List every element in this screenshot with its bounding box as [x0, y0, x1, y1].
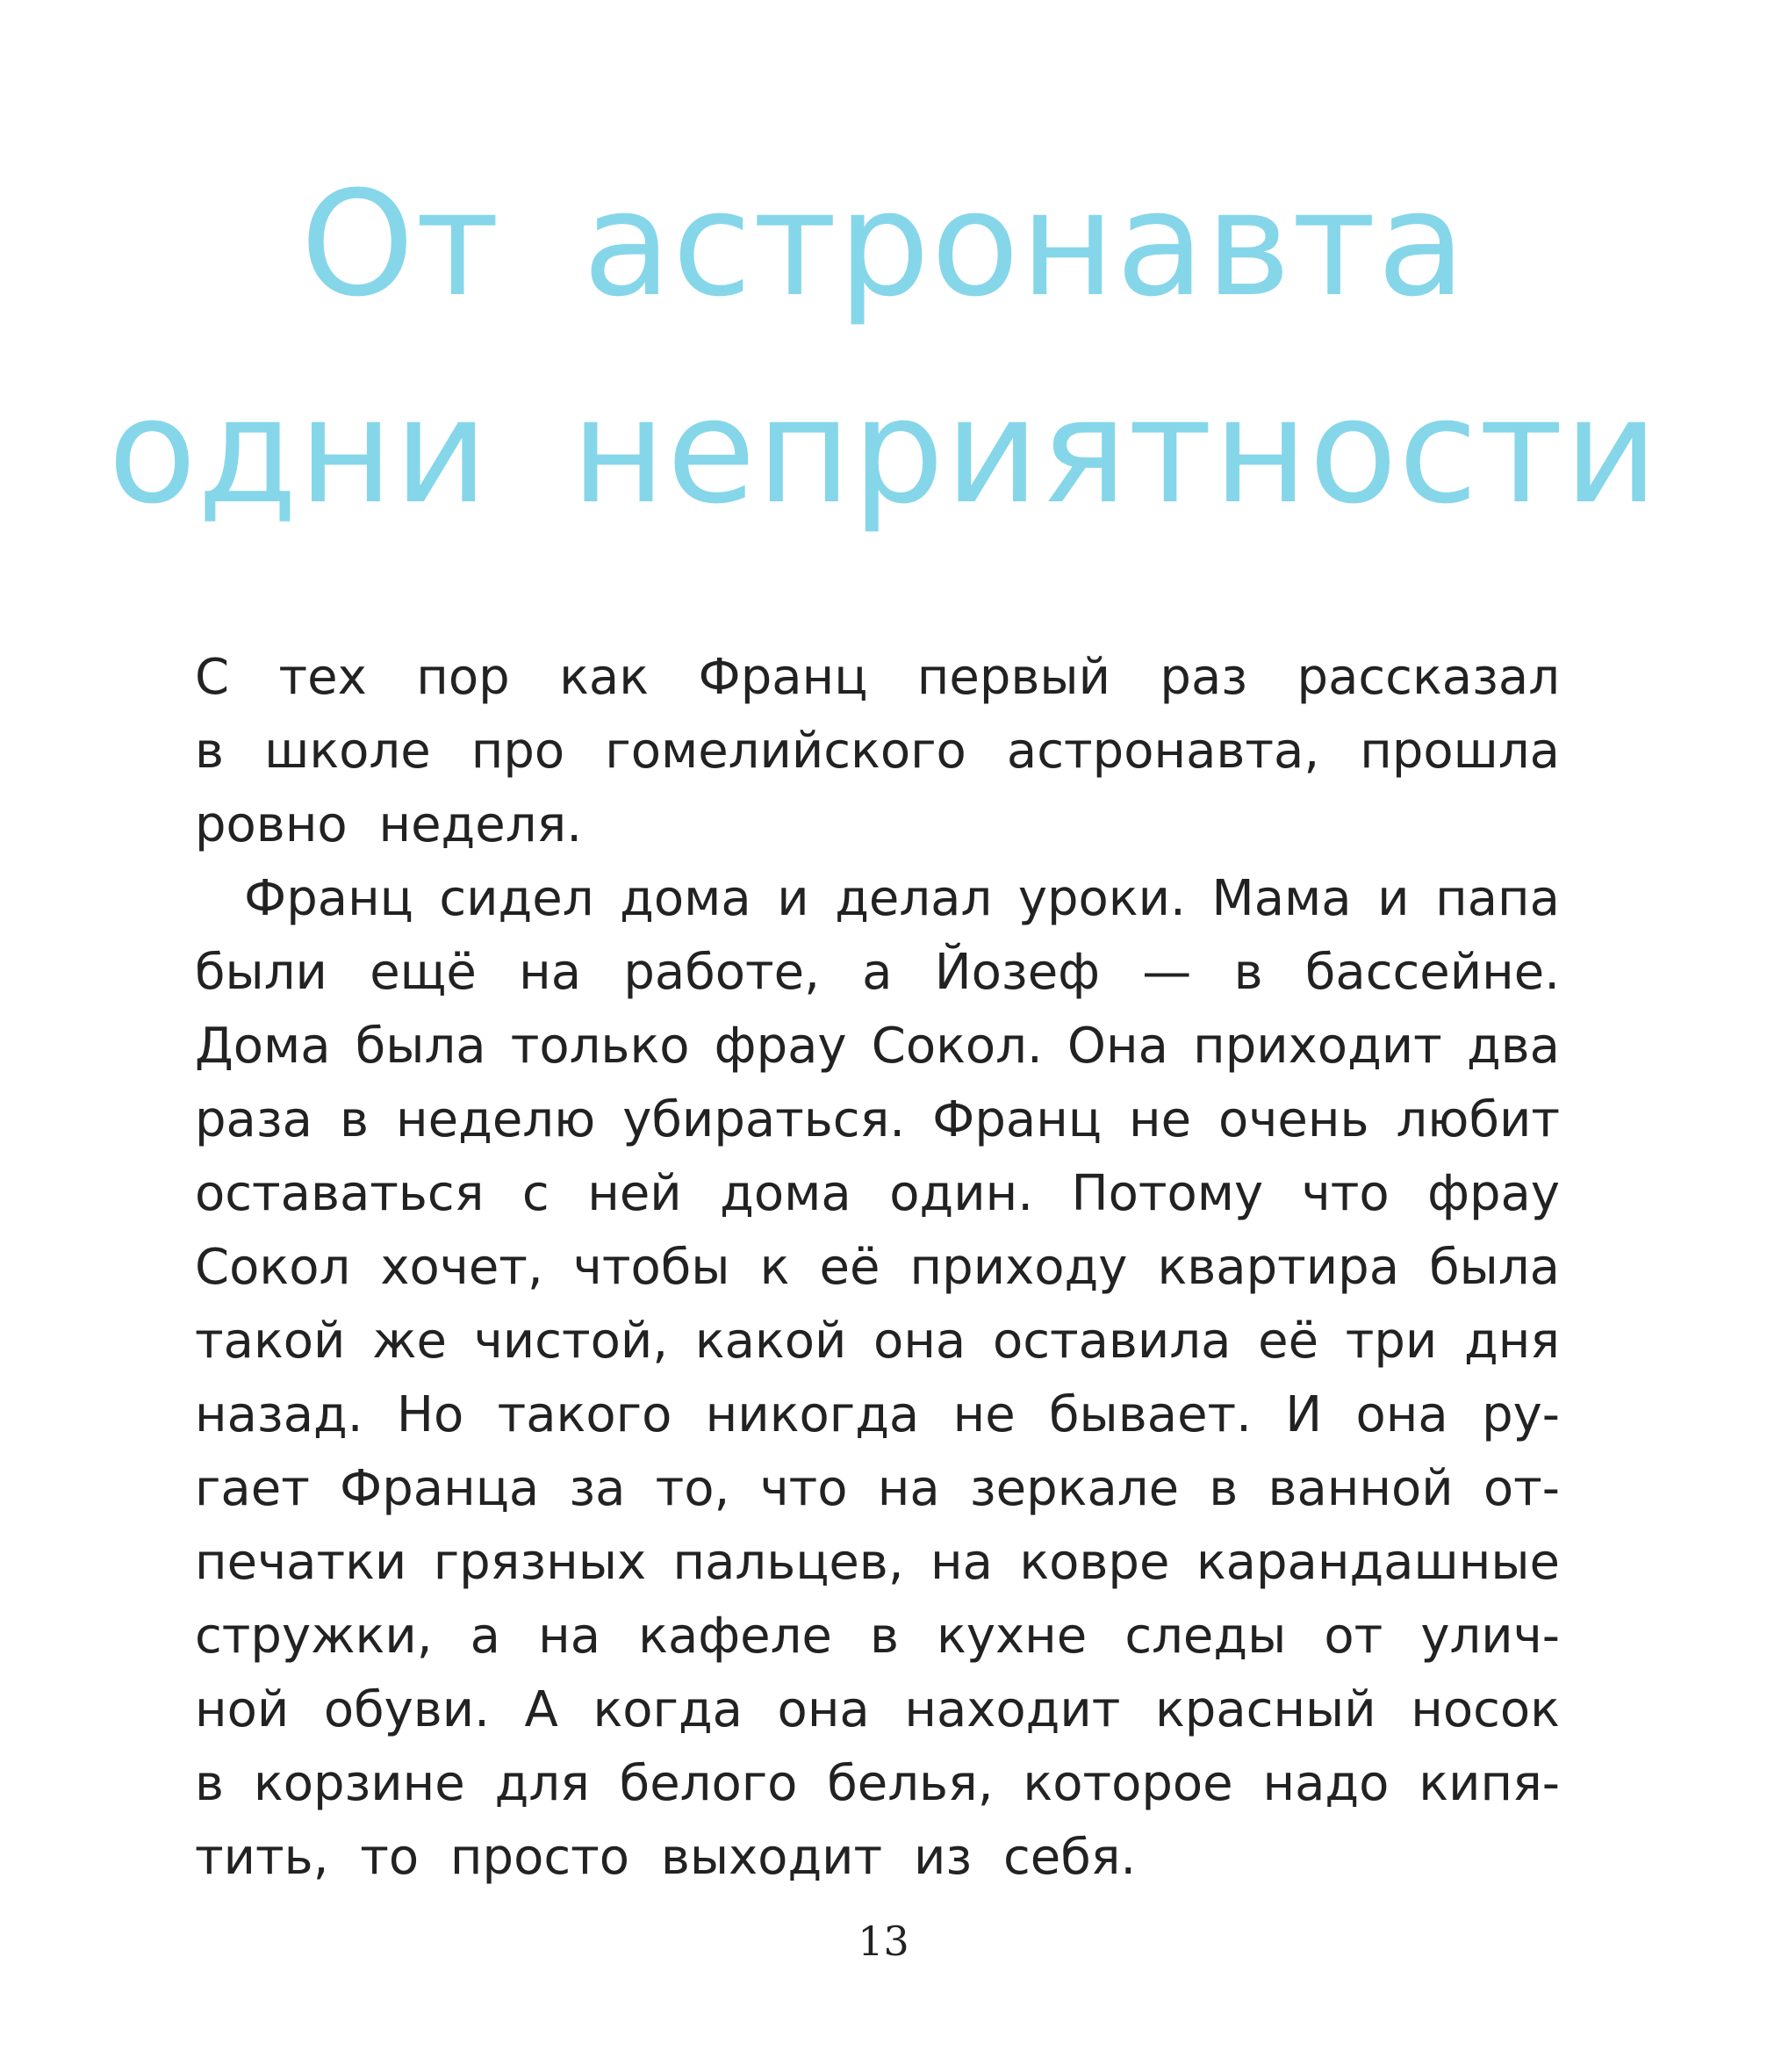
- text-line: в корзине для белого белья, которое надо кипя-: [195, 1755, 1560, 1812]
- text-line: тить, то просто выходит из себя.: [195, 1829, 1137, 1886]
- text-line: С тех пор как Франц первый раз рассказал: [195, 649, 1560, 706]
- text-line: ной обуви. А когда она находит красный носок: [195, 1681, 1560, 1738]
- text-line: Франц сидел дома и делал уроки. Мама и папа: [244, 870, 1560, 927]
- text-line: в школе про гомелийского астронавта, прошла: [195, 723, 1560, 780]
- text-line: раза в неделю убираться. Франц не очень любит: [195, 1091, 1560, 1148]
- text-line: назад. Но такого никогда не бывает. И она ру-: [195, 1386, 1560, 1443]
- chapter-title-line-2: одни неприятности: [107, 367, 1660, 536]
- page-number: 13: [858, 1917, 909, 1965]
- text-line: оставаться с ней дома один. Потому что фрау: [195, 1165, 1560, 1222]
- chapter-body: [195, 641, 1560, 1895]
- text-line: гает Франца за то, что на зеркале в ванной от-: [195, 1460, 1560, 1517]
- text-line: были ещё на работе, а Йозеф — в бассейне.: [195, 944, 1560, 1001]
- text-line: стружки, а на кафеле в кухне следы от улич-: [195, 1608, 1560, 1665]
- text-line: Дома была только фрау Сокол. Она приходит два: [195, 1018, 1560, 1075]
- text-line: такой же чистой, какой она оставила её три дня: [195, 1313, 1560, 1370]
- text-line: ровно неделя.: [195, 796, 583, 853]
- text-line: Сокол хочет, чтобы к её приходу квартира была: [195, 1239, 1560, 1296]
- text-line: печатки грязных пальцев, на ковре карандашные: [195, 1534, 1560, 1591]
- chapter-title-line-1: От астронавта: [300, 160, 1467, 328]
